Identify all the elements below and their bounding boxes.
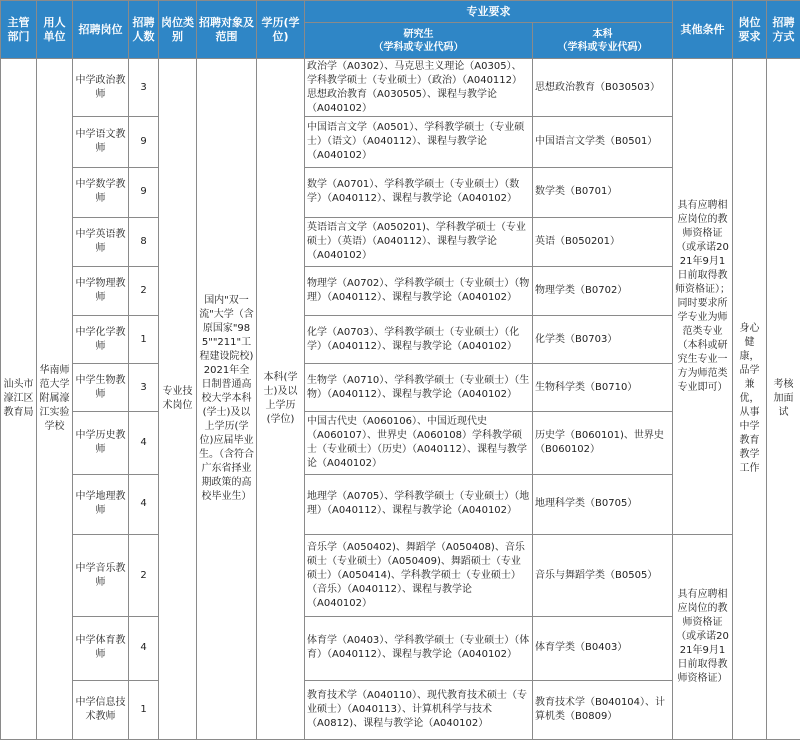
position-cell: 中学英语教师 bbox=[73, 217, 129, 266]
other-conditions-a: 具有应聘相应岗位的教师资格证（或承诺2021年9月1日前取得教师资格证）；同时要求所学专业为师范类专业（本科或研究生专业一方为师范类专业即可） bbox=[673, 59, 733, 535]
grad-cell: 教育技术学（A040110）、现代教育技术硕士（专业硕士）（A040113）、计算机科学与技术（A0812)、课程与教学论（A040102） bbox=[305, 680, 533, 740]
degree-cell: 本科(学士)及以上学历(学位) bbox=[257, 59, 305, 740]
grad-cell: 生物学（A0710）、学科教学硕士（专业硕士）（生物）（A040112）、课程与教学论（A040102） bbox=[305, 364, 533, 412]
count-cell: 4 bbox=[129, 617, 159, 680]
undergrad-cell: 教育技术学（B040104）、计算机类（B0809） bbox=[533, 680, 673, 740]
undergrad-cell: 数学类（B0701） bbox=[533, 167, 673, 217]
undergrad-cell: 思想政治教育（B030503） bbox=[533, 59, 673, 117]
grad-cell: 政治学（A0302）、马克思主义理论（A0305）、学科教学硕士（专业硕士）（政治）（A040112）思想政治教育（A030505）、课程与教学论（A040102） bbox=[305, 59, 533, 117]
header-count: 招聘人数 bbox=[129, 1, 159, 59]
position-cell: 中学体育教师 bbox=[73, 617, 129, 680]
count-cell: 2 bbox=[129, 266, 159, 315]
count-cell: 3 bbox=[129, 59, 159, 117]
count-cell: 9 bbox=[129, 117, 159, 167]
grad-cell: 化学（A0703）、学科教学硕士（专业硕士）（化学）（A040112）、课程与教学论（A040102） bbox=[305, 315, 533, 363]
grad-cell: 地理学（A0705）、学科教学硕士（专业硕士）（地理）（A040112）、课程与教学论（A040102） bbox=[305, 474, 533, 534]
count-cell: 1 bbox=[129, 680, 159, 740]
position-cell: 中学历史教师 bbox=[73, 412, 129, 474]
table-header bbox=[1, 1, 800, 59]
table-row bbox=[1, 59, 800, 117]
undergrad-cell: 生物科学类（B0710） bbox=[533, 364, 673, 412]
count-cell: 4 bbox=[129, 474, 159, 534]
undergrad-cell: 物理学类（B0702） bbox=[533, 266, 673, 315]
header-undergrad bbox=[533, 23, 673, 59]
grad-cell: 音乐学（A050402)、舞蹈学（A050408)、音乐硕士（专业硕士）（A050409)、舞蹈硕士（专业硕士）（A050414)、学科教学硕士（专业硕士）（音乐）（A040112）、课程与教学论（A040102） bbox=[305, 535, 533, 617]
grad-cell: 体育学（A0403）、学科教学硕士（专业硕士）（体育）（A040112）、课程与教学论（A040102） bbox=[305, 617, 533, 680]
header-dept: 主管部门 bbox=[1, 1, 37, 59]
count-cell: 9 bbox=[129, 167, 159, 217]
undergrad-cell: 中国语言文学类（B0501） bbox=[533, 117, 673, 167]
position-cell: 中学政治教师 bbox=[73, 59, 129, 117]
undergrad-cell: 音乐与舞蹈学类（B0505） bbox=[533, 535, 673, 617]
table-body bbox=[1, 59, 800, 740]
header-grad bbox=[305, 23, 533, 59]
undergrad-cell: 历史学（B060101)、世界史（B060102） bbox=[533, 412, 673, 474]
dept-cell: 汕头市濠江区教育局 bbox=[1, 59, 37, 740]
position-cell: 中学语文教师 bbox=[73, 117, 129, 167]
header-other: 其他条件 bbox=[673, 1, 733, 59]
position-cell: 中学化学教师 bbox=[73, 315, 129, 363]
header-grad-note: （学科或专业代码） bbox=[373, 41, 464, 53]
header-grad-label: 研究生 bbox=[403, 28, 434, 40]
position-cell: 中学数学教师 bbox=[73, 167, 129, 217]
grad-cell: 英语语言文学（A050201)、学科教学硕士（专业硕士）（英语）（A040112）、课程与教学论（A040102） bbox=[305, 217, 533, 266]
count-cell: 3 bbox=[129, 364, 159, 412]
header-target: 招聘对象及范围 bbox=[197, 1, 257, 59]
position-cell: 中学音乐教师 bbox=[73, 535, 129, 617]
header-major-req: 专业要求 bbox=[305, 1, 673, 23]
header-category: 岗位类别 bbox=[159, 1, 197, 59]
header-unit: 用人单位 bbox=[37, 1, 73, 59]
header-undergrad-note: （学科或专业代码） bbox=[557, 41, 648, 53]
other-conditions-b: 具有应聘相应岗位的教师资格证（或承诺2021年9月1日前取得教师资格证） bbox=[673, 535, 733, 740]
header-degree: 学历(学位) bbox=[257, 1, 305, 59]
grad-cell: 物理学（A0702）、学科教学硕士（专业硕士）（物理）（A040112）、课程与教学论（A040102） bbox=[305, 266, 533, 315]
position-cell: 中学信息技术教师 bbox=[73, 680, 129, 740]
post-req-cell: 身心健康，品学兼优，从事中学教育教学工作 bbox=[733, 59, 767, 740]
header-post-req: 岗位要求 bbox=[733, 1, 767, 59]
table-row bbox=[1, 535, 800, 617]
unit-cell: 华南师范大学附属濠江实验学校 bbox=[37, 59, 73, 740]
target-cell: 国内"双一流"大学（含原国家"985""211"工程建设院校)2021年全日制普通高校大学本科(学士)及以上学历(学位)应届毕业生。（含符合广东省择业期政策的高校毕业生） bbox=[197, 59, 257, 740]
count-cell: 2 bbox=[129, 535, 159, 617]
position-cell: 中学物理教师 bbox=[73, 266, 129, 315]
header-method: 招聘方式 bbox=[767, 1, 800, 59]
header-undergrad-label: 本科 bbox=[592, 28, 613, 40]
grad-cell: 数学（A0701）、学科教学硕士（专业硕士）（数学）（A040112）、课程与教学论（A040102） bbox=[305, 167, 533, 217]
category-cell: 专业技术岗位 bbox=[159, 59, 197, 740]
undergrad-cell: 化学类（B0703） bbox=[533, 315, 673, 363]
count-cell: 1 bbox=[129, 315, 159, 363]
undergrad-cell: 英语（B050201） bbox=[533, 217, 673, 266]
count-cell: 4 bbox=[129, 412, 159, 474]
position-cell: 中学地理教师 bbox=[73, 474, 129, 534]
header-position: 招聘岗位 bbox=[73, 1, 129, 59]
count-cell: 8 bbox=[129, 217, 159, 266]
undergrad-cell: 体育学类（B0403） bbox=[533, 617, 673, 680]
method-cell: 考核加面试 bbox=[767, 59, 800, 740]
undergrad-cell: 地理科学类（B0705） bbox=[533, 474, 673, 534]
position-cell: 中学生物教师 bbox=[73, 364, 129, 412]
grad-cell: 中国古代史（A060106）、中国近现代史（A060107）、世界史（A060108）学科教学硕士（专业硕士）（历史）（A040112）、课程与教学论（A040102） bbox=[305, 412, 533, 474]
grad-cell: 中国语言文学（A0501）、学科教学硕士（专业硕士）（语文）（A040112）、课程与教学论（A040102） bbox=[305, 117, 533, 167]
